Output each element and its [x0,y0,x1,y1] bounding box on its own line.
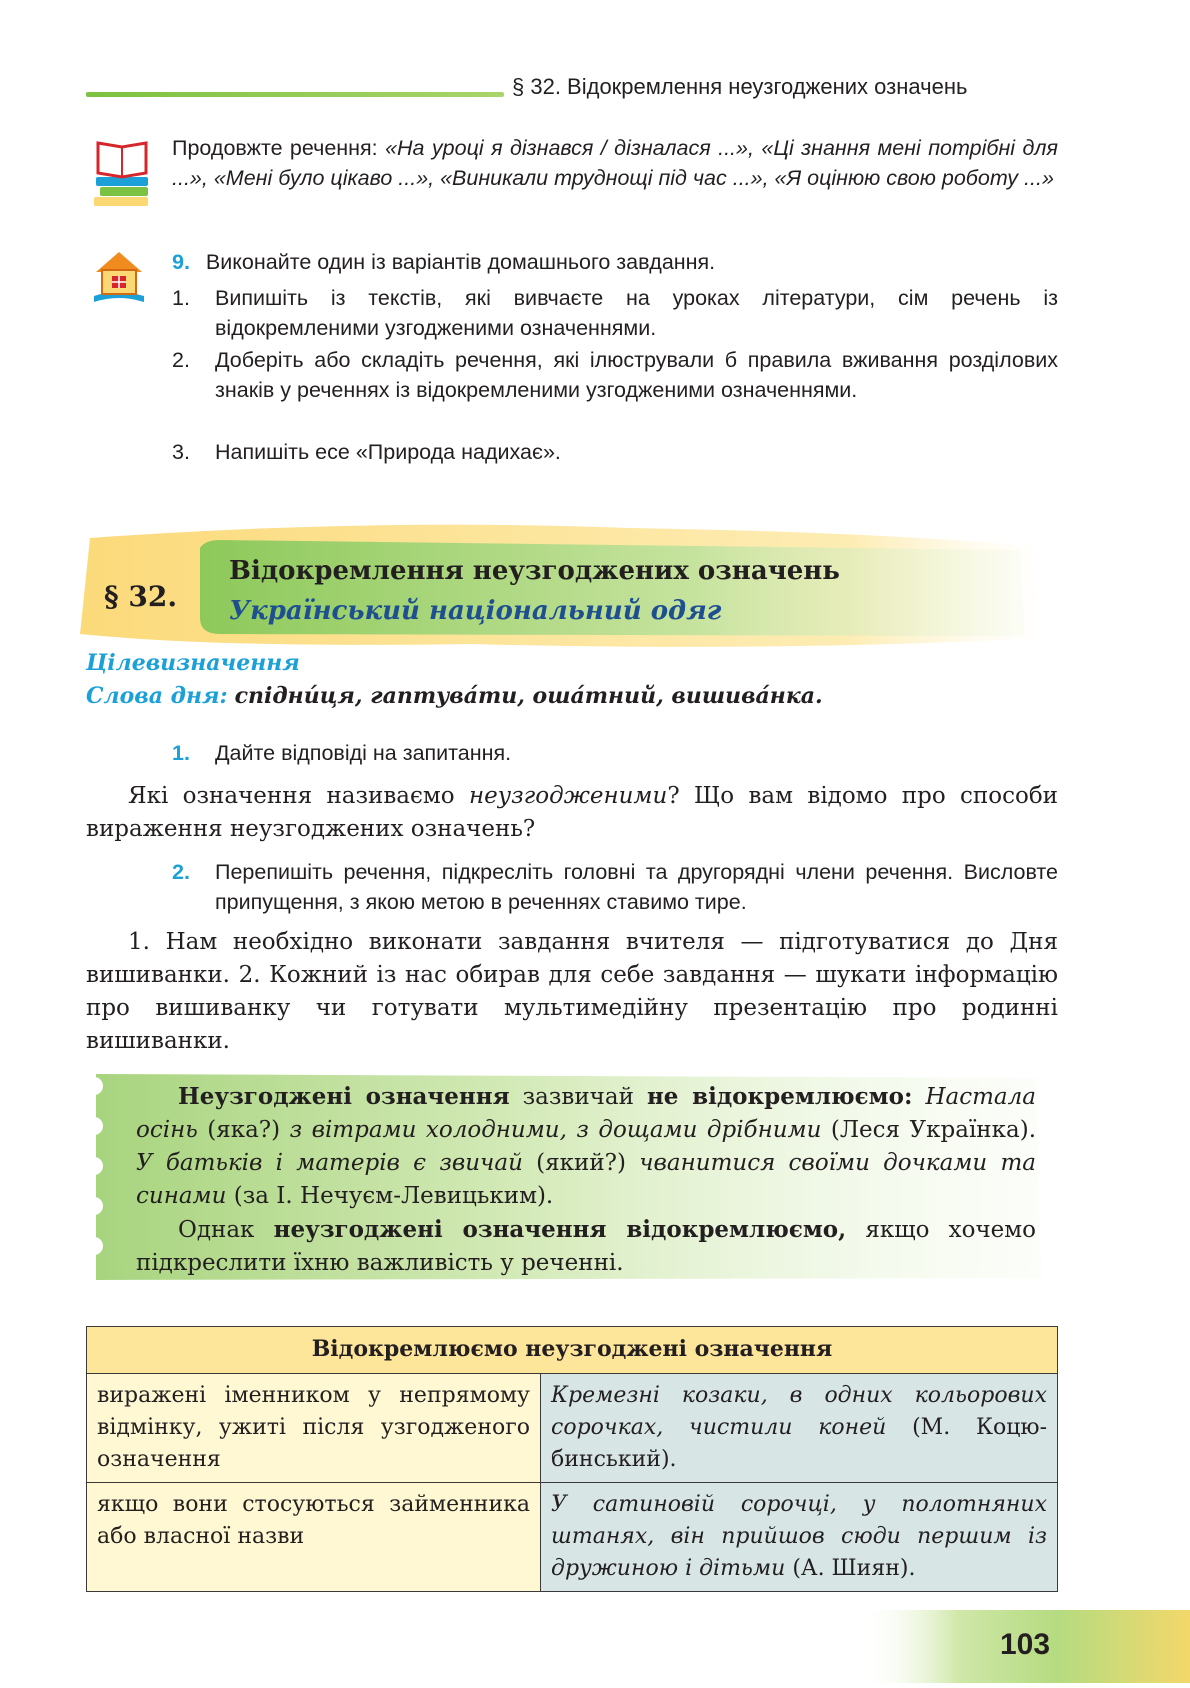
homework-title-text: Виконайте один із варіантів домашнього завдання. [205,250,716,274]
words-list: спідни́ця, гаптува́ти, оша́тний, вишива́нка. [234,683,823,709]
table-cell-rule: якщо вони стосуються займенника або власної назви [87,1483,541,1592]
reflection-prompts: «На уроці я дізнався / дізналася ...», «Ці знання мені потрібні для ...», «Мені було цікаво ...», «Виникали труднощі під час ...», «Я оцінюю свою роботу ...» [172,136,1058,190]
table-cell-example: У сатиновій сорочці, у полотняних штанях, він прийшов сюди першим із дружиною і дітьми (А. Шиян). [541,1483,1058,1592]
rule-paragraph-1: Неузгоджені означення зазвичай не відокремлюємо: Настала осінь (яка?) з вітрами холодними, з дощами дрібними (Леся Українка). У батьків і матерів є звичай (який?) чванитися своїми дочками та синами (за І. Нечуєм-Левицьким). [136,1083,1037,1209]
table-header: Відокремлюємо неузгоджені означення [87,1327,1058,1374]
table-row [87,1483,1058,1592]
section-subtitle: Український національний одяг [229,596,722,626]
books-icon [90,137,154,209]
running-title: § 32. Відокремлення неузгоджених означень [512,74,968,99]
task-2-exercise: 1. Нам необхідно виконати завдання вчителя — підготуватися до Дня вишиванки. 2. Кожний із нас обирав для себе завдання — шукати інформацію про вишиванку чи готувати мультимедійну презентацію про родинні вишиванки. [86,929,1058,1054]
section-number: § 32. [104,580,178,613]
rules-table [86,1326,1058,1592]
homework-item: 2. Доберіть або складіть речення, які ілюстрували б правила вживання розділових знаків у реченнях із відокремленими узгодженими означеннями. [172,348,1058,402]
homework-title [172,247,1058,277]
words-of-day [86,683,823,709]
page-number: 103 [1000,1628,1051,1661]
homework-number: 9. [172,250,190,274]
words-label: Слова дня: [86,683,228,709]
task-1-question: Які означення називаємо неузгодженими? Що вам відомо про способи вираження неузгоджених означень? [86,783,1059,842]
table-header-row [87,1327,1058,1374]
task-1: 1. Дайте відповіді на запитання. [172,741,512,765]
header-rule [86,92,504,97]
task-2: 2. Перепишіть речення, підкресліть головні та другорядні члени речення. Висловте припущення, з якою метою в реченнях ставимо тире. [172,860,1058,914]
section-banner [70,518,1050,658]
homework-item: 3. Напишіть есе «Природа надихає». [172,440,561,464]
table-cell-example: Кремезні козаки, в одних кольорових сорочках, чистили коней (М. Коцюбинський). [541,1374,1058,1483]
reflection-lead: Продовжте речення: [172,136,378,160]
section-title: Відокремлення неузгоджених означень [229,556,840,586]
homework-item: 1. Випишіть із текстів, які вивчаєте на уроках літератури, сім речень із відокремленими узгодженими означеннями. [172,286,1058,340]
rule-paragraph-2: Однак неузгоджені означення відокремлюємо, якщо хочемо підкреслити їхню важливість у реченні. [136,1216,1036,1276]
house-icon [90,248,148,306]
reflection-text [172,133,1058,193]
table-row [87,1374,1058,1483]
table-cell-rule: виражені іменником у непрямому відмінку, ужиті після узгодженого означення [87,1374,541,1483]
goal-heading: Цілевизначення [86,650,300,676]
rule-text [136,1080,1036,1280]
